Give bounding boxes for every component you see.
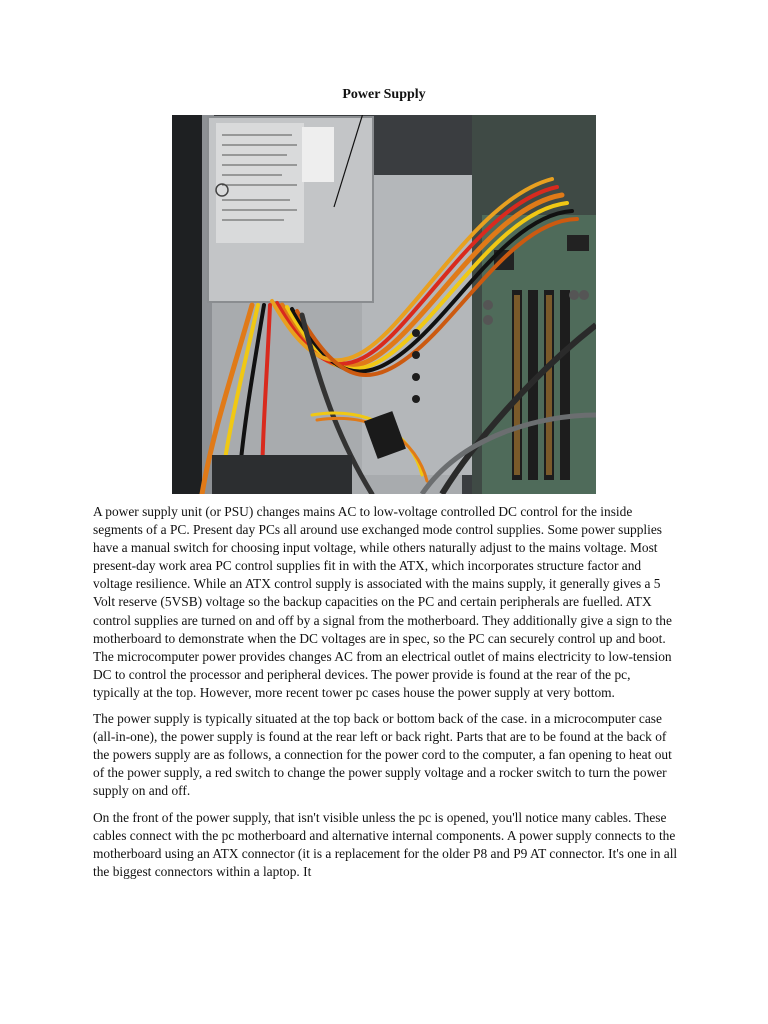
power-supply-photo (172, 115, 596, 494)
power-supply-photo-illustration (172, 115, 596, 494)
body-text (93, 503, 679, 889)
paragraph-1: A power supply unit (or PSU) changes mains AC to low-voltage controlled DC control for the inside segments of a PC. Present day PCs all around use exchanged mode control supplies. Some power supplies have a manual switch for choosing input voltage, while others naturally adjust to the mains voltage. Most present-day work area PC control supplies fit in with the ATX, which incorporates structure factor and voltage resilience. While an ATX control supply is associated with the mains supply, it generally gives a 5 Volt reserve (5VSB) voltage so the backup capacities on the PC and certain peripherals are fuelled. ATX control supplies are turned on and off by a signal from the motherboard. They additionally give a sign to the motherboard to demonstrate when the DC voltages are in spec, so the PC can securely control up and boot. The microcomputer power provides changes AC from an electrical outlet of mains electricity to low-tension DC to control the processor and peripheral devices. The power provide is found at the rear of the pc, typically at the top. However, more recent tower pc cases house the power supply at very bottom. (93, 504, 672, 700)
page-title: Power Supply (342, 87, 426, 102)
paragraph-3: On the front of the power supply, that isn't visible unless the pc is opened, you'll notice many cables. These cables connect with the pc motherboard and alternative internal components. A power supply connects to the motherboard using an ATX connector (it is a replacement for the older P8 and P9 AT connector. It's one in all the biggest connectors within a laptop. It (93, 809, 678, 879)
paragraph-2: The power supply is typically situated at the top back or bottom back of the case. in a microcomputer case (all-in-one), the power supply is found at the rear left or back right. Parts that are to be found at the back of the powers supply are as follows, a connection for the power cord to the computer, a fan opening to heat out of the power supply, a red switch to change the power supply voltage and a rocker switch to turn the power supply on and off. (93, 711, 672, 799)
